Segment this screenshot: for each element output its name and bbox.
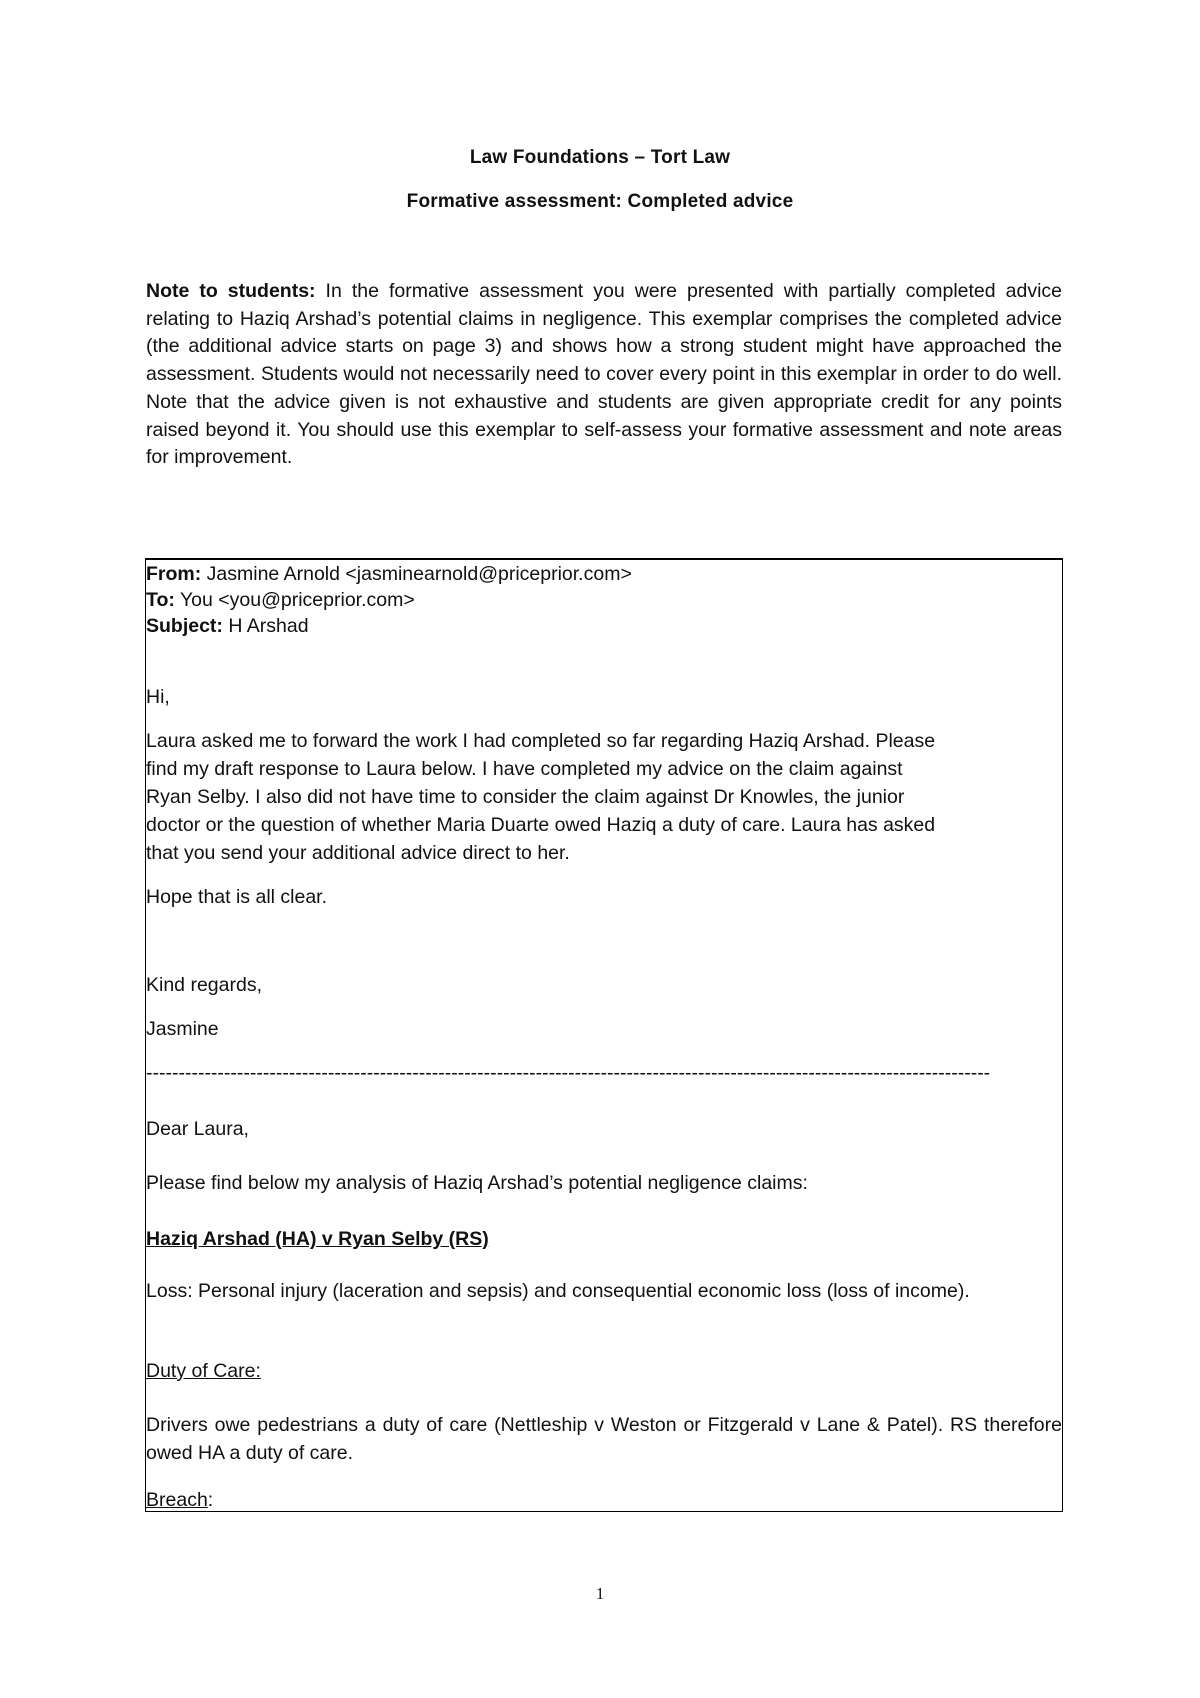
note-to-students — [146, 278, 1062, 472]
document-subtitle: Formative assessment: Completed advice — [406, 191, 794, 212]
loss-paragraph: Loss: Personal injury (laceration and sepsis) and consequential economic loss (loss of income). — [146, 1280, 970, 1302]
note-text: In the formative assessment you were presented with partially completed advice relating to Haziq Arshad’s potential claims in negligence. This exemplar comprises the completed advice (the additional advice starts on page 3) and shows how a strong student might have approached the assessment. Students would not necessarily need to cover every point in this exemplar in order to do well. Note that the advice given is not exhaustive and students are given appropriate credit for any points raised beyond it. You should use this exemplar to self-assess your formative assessment and note areas for improvement. — [146, 280, 1062, 469]
duty-paragraph: Drivers owe pedestrians a duty of care (Nettleship v Weston or Fitzgerald v Lane & Patel). RS therefore owed HA a duty of care. — [146, 1414, 1062, 1464]
email-body-line: find my draft response to Laura below. I have completed my advice on the claim against — [146, 758, 903, 780]
breach-heading — [146, 1487, 1062, 1513]
advice-salutation: Dear Laura, — [146, 1118, 249, 1140]
from-label: From: — [146, 563, 202, 585]
email-body-line: Ryan Selby. I also did not have time to consider the claim against Dr Knowles, the junior — [146, 786, 905, 808]
page-number: 1 — [595, 1584, 605, 1603]
duty-heading: Duty of Care: — [146, 1360, 261, 1382]
from-value: Jasmine Arnold <jasminearnold@priceprior.com> — [201, 563, 632, 585]
email-body-line: doctor or the question of whether Maria Duarte owed Haziq a duty of care. Laura has asked — [146, 814, 936, 836]
email-body-line: that you send your additional advice direct to her. — [146, 842, 570, 864]
section-heading: Haziq Arshad (HA) v Ryan Selby (RS) — [146, 1228, 489, 1250]
document-title: Law Foundations – Tort Law — [469, 147, 731, 168]
email-from — [146, 561, 1062, 587]
email-subject — [146, 613, 1062, 639]
email-body-line: Laura asked me to forward the work I had completed so far regarding Haziq Arshad. Please — [146, 730, 936, 752]
email-sign-off: Kind regards, — [146, 974, 262, 996]
separator-line: ---------------------------------------------------------------------------------------------------------------------------------- — [146, 1062, 991, 1084]
email-to — [146, 587, 1062, 613]
breach-heading-text: Breach — [146, 1489, 208, 1511]
breach-heading-colon: : — [207, 1489, 214, 1511]
to-value: You <you@priceprior.com> — [174, 589, 415, 611]
email-closing-line: Hope that is all clear. — [146, 886, 328, 908]
subject-value: H Arshad — [222, 615, 309, 637]
email-greeting: Hi, — [146, 686, 170, 708]
note-label: Note to students: — [146, 280, 316, 302]
subject-label: Subject: — [146, 615, 223, 637]
advice-intro: Please find below my analysis of Haziq Arshad’s potential negligence claims: — [146, 1172, 808, 1194]
email-signature: Jasmine — [146, 1018, 219, 1040]
to-label: To: — [146, 589, 175, 611]
